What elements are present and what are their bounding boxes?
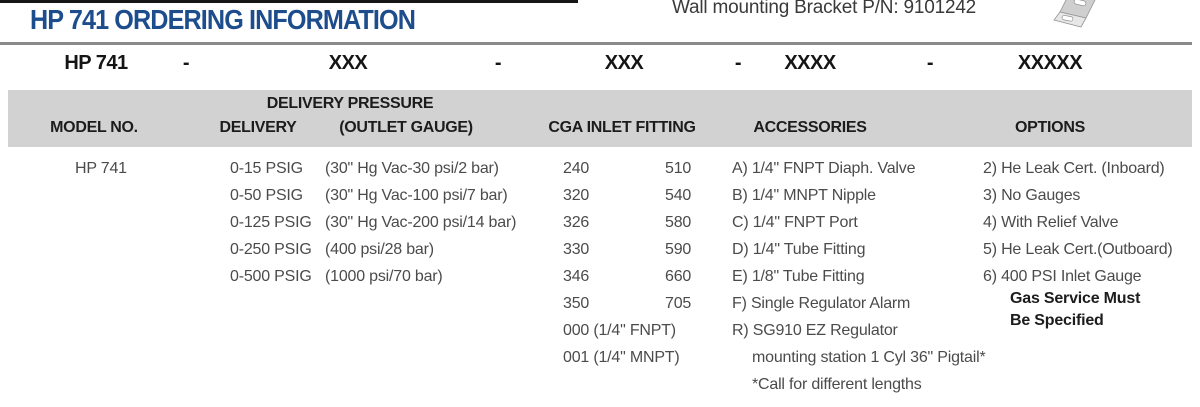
order-code-token: XXXXX — [1017, 52, 1083, 74]
outlet-gauge-column — [325, 155, 516, 290]
cga-cell: 320 — [563, 187, 590, 204]
option-cell: 2) He Leak Cert. (Inboard) — [983, 160, 1165, 177]
outlet-gauge-cell: (30" Hg Vac-200 psi/14 bar) — [325, 214, 517, 231]
model-column — [75, 155, 127, 182]
order-code-token: XXX — [328, 52, 368, 74]
order-code-token: - — [182, 52, 190, 74]
accessory-cell: E) 1/8" Tube Fitting — [732, 268, 865, 285]
outlet-gauge-cell: (30" Hg Vac-30 psi/2 bar) — [325, 160, 499, 177]
wall-bracket-image — [1048, 0, 1110, 30]
accessory-cell: A) 1/4" FNPT Diaph. Valve — [732, 160, 916, 177]
table-header-band — [8, 90, 1192, 147]
outlet-gauge-cell: (1000 psi/70 bar) — [325, 268, 443, 285]
option-cell: 6) 400 PSI Inlet Gauge — [983, 268, 1142, 285]
header-accessories: ACCESSORIES — [753, 119, 867, 136]
accessories-column — [732, 155, 985, 398]
order-code-row — [0, 52, 1200, 78]
order-code-token: XXXX — [784, 52, 836, 74]
option-cell: 4) With Relief Valve — [983, 214, 1119, 231]
cga-cell: 330 — [563, 241, 590, 258]
cga-inlet-column-2 — [665, 155, 691, 317]
order-code-token: - — [926, 52, 934, 74]
cga-inlet-column-1 — [563, 155, 680, 371]
delivery-column — [230, 155, 312, 290]
wall-bracket-note: Wall mounting Bracket P/N: 9101242 — [672, 0, 977, 18]
header-delivery: DELIVERY — [219, 119, 297, 136]
page-title: HP 741 ORDERING INFORMATION — [30, 4, 416, 35]
order-code-token: HP 741 — [64, 52, 128, 74]
delivery-cell: 0-15 PSIG — [230, 160, 303, 177]
top-edge-rule — [0, 0, 578, 3]
option-cell: 5) He Leak Cert.(Outboard) — [983, 241, 1173, 258]
order-code-token: - — [734, 52, 742, 74]
accessory-cell: C) 1/4" FNPT Port — [732, 214, 858, 231]
delivery-cell: 0-125 PSIG — [230, 214, 312, 231]
options-column — [983, 155, 1173, 290]
accessory-cell: mounting station 1 Cyl 36" Pigtail* — [752, 349, 986, 366]
accessory-cell: F) Single Regulator Alarm — [732, 295, 911, 312]
accessory-cell: R) SG910 EZ Regulator — [732, 322, 898, 339]
cga-cell: 326 — [563, 214, 590, 231]
header-cga-inlet: CGA INLET FITTING — [548, 119, 696, 136]
outlet-gauge-cell: (30" Hg Vac-100 psi/7 bar) — [325, 187, 508, 204]
cga-cell: 540 — [665, 187, 692, 204]
order-code-token: XXX — [604, 52, 644, 74]
accessory-cell: B) 1/4" MNPT Nipple — [732, 187, 876, 204]
gas-service-note-line: Be Specified — [1010, 312, 1104, 329]
cga-cell: 580 — [665, 214, 692, 231]
delivery-cell: 0-250 PSIG — [230, 241, 312, 258]
gas-service-note-line: Gas Service Must — [1010, 290, 1141, 307]
cga-cell: 590 — [665, 241, 692, 258]
gas-service-note — [1010, 288, 1140, 332]
order-code-token: - — [494, 52, 502, 74]
outlet-gauge-cell: (400 psi/28 bar) — [325, 241, 434, 258]
model-cell: HP 741 — [75, 160, 127, 177]
header-delivery-pressure-group: DELIVERY PRESSURE — [266, 95, 434, 112]
cga-cell: 240 — [563, 160, 590, 177]
cga-cell: 346 — [563, 268, 590, 285]
cga-cell: 660 — [665, 268, 692, 285]
accessory-cell: *Call for different lengths — [752, 376, 922, 393]
cga-cell: 000 (1/4" FNPT) — [563, 322, 676, 339]
accessory-cell: D) 1/4" Tube Fitting — [732, 241, 866, 258]
delivery-cell: 0-500 PSIG — [230, 268, 312, 285]
header-options: OPTIONS — [1015, 119, 1085, 136]
header-outlet-gauge: (OUTLET GAUGE) — [339, 119, 473, 136]
title-divider — [0, 42, 1192, 45]
option-cell: 3) No Gauges — [983, 187, 1081, 204]
cga-cell: 705 — [665, 295, 692, 312]
wall-bracket-icon — [1048, 0, 1110, 30]
cga-cell: 350 — [563, 295, 590, 312]
cga-cell: 510 — [665, 160, 692, 177]
header-model-no: MODEL NO. — [50, 119, 138, 136]
cga-cell: 001 (1/4" MNPT) — [563, 349, 680, 366]
delivery-cell: 0-50 PSIG — [230, 187, 303, 204]
